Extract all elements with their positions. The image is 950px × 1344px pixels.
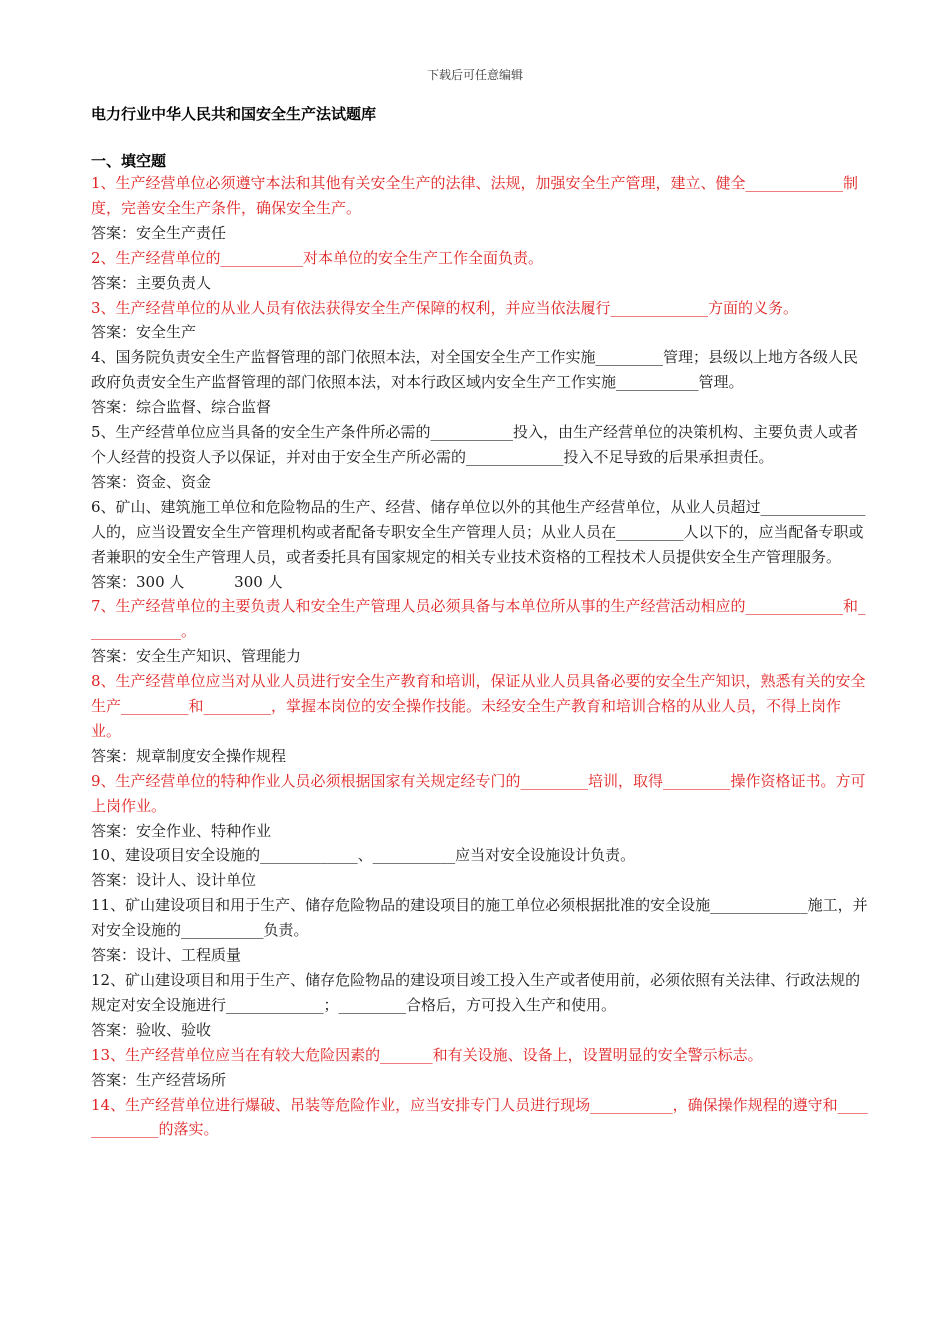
answer-7: 答案：安全生产知识、管理能力 bbox=[91, 647, 302, 666]
answer-1: 答案：安全生产责任 bbox=[91, 223, 227, 242]
question-list bbox=[91, 171, 869, 1142]
question-1: 1、生产经营单位必须遵守本法和其他有关安全生产的法律、法规，加强安全生产管理，建立、健全_____________制度，完善安全生产条件，确保安全生产。 bbox=[91, 174, 859, 217]
answer-2: 答案：主要负责人 bbox=[91, 273, 212, 292]
question-9: 9、生产经营单位的特种作业人员必须根据国家有关规定经专门的_________培训，取得_________操作资格证书。方可上岗作业。 bbox=[91, 771, 866, 815]
question-12: 12、矿山建设项目和用于生产、储存危险物品的建设项目竣工投入生产或者使用前，必须依照有关法律、行政法规的规定对安全设施进行_____________；_________合格后，方可投入生产和使用。 bbox=[91, 971, 861, 1014]
answer-13: 答案：生产经营场所 bbox=[91, 1070, 227, 1089]
answer-5: 答案：资金、资金 bbox=[91, 472, 212, 491]
question-13: 13、生产经营单位应当在有较大危险因素的_______和有关设施、设备上，设置明显的安全警示标志。 bbox=[91, 1045, 763, 1064]
question-10: 10、建设项目安全设施的_____________、___________应当对安全设施设计负责。 bbox=[91, 846, 636, 865]
question-2: 2、生产经营单位的___________对本单位的安全生产工作全面负责。 bbox=[91, 248, 544, 267]
question-14: 14、生产经营单位进行爆破、吊装等危险作业，应当安排专门人员进行现场___________，确保操作规程的遵守和_____________的落实。 bbox=[91, 1095, 868, 1139]
question-7: 7、生产经营单位的主要负责人和安全生产管理人员必须具备与本单位所从事的生产经营活动相应的_____________和_____________。 bbox=[91, 597, 866, 641]
document-title: 电力行业中华人民共和国安全生产法试题库 bbox=[91, 105, 377, 123]
question-4: 4、国务院负责安全生产监督管理的部门依照本法，对全国安全生产工作实施_________管理；县级以上地方各级人民政府负责安全生产监督管理的部门依照本法，对本行政区域内安全生产工作实施___________管理。 bbox=[91, 348, 859, 392]
section-heading: 一、填空题 bbox=[91, 152, 167, 170]
answer-8: 答案：规章制度安全操作规程 bbox=[91, 746, 287, 765]
answer-12: 答案：验收、验收 bbox=[91, 1020, 212, 1039]
question-6: 6、矿山、建筑施工单位和危险物品的生产、经营、储存单位以外的其他生产经营单位，从业人员超过______________人的，应当设置安全生产管理机构或者配备专职安全生产管理人员；从业人员在_________人以下的，应当配备专职或者兼职的安全生产管理人员，或者委托具有国家规定的相关专业技术资格的工程技术人员提供安全生产管理服务。 bbox=[91, 497, 866, 566]
page-header: 下载后可任意编辑 bbox=[426, 68, 523, 82]
answer-4: 答案：综合监督、综合监督 bbox=[91, 398, 272, 417]
answer-9: 答案：安全作业、特种作业 bbox=[91, 821, 272, 840]
question-11: 11、矿山建设项目和用于生产、储存危险物品的建设项目的施工单位必须根据批准的安全设施_____________施工，并对安全设施的___________负责。 bbox=[91, 896, 868, 940]
question-3: 3、生产经营单位的从业人员有依法获得安全生产保障的权利，并应当依法履行_____________方面的义务。 bbox=[91, 298, 799, 317]
question-5: 5、生产经营单位应当具备的安全生产条件所必需的___________投入，由生产经营单位的决策机构、主要负责人或者个人经营的投资人予以保证，并对由于安全生产所必需的_____________投入不足导致的后果承担责任。 bbox=[91, 423, 859, 466]
answer-3: 答案：安全生产 bbox=[91, 323, 197, 342]
question-8: 8、生产经营单位应当对从业人员进行安全生产教育和培训，保证从业人员具备必要的安全生产知识，熟悉有关的安全生产_________和_________，掌握本岗位的安全操作技能。未经安全生产教育和培训合格的从业人员，不得上岗作业。 bbox=[91, 672, 866, 740]
answer-6: 答案：300 人 300 人 bbox=[91, 572, 283, 591]
answer-11: 答案：设计、工程质量 bbox=[91, 946, 242, 965]
answer-10: 答案：设计人、设计单位 bbox=[91, 871, 257, 890]
